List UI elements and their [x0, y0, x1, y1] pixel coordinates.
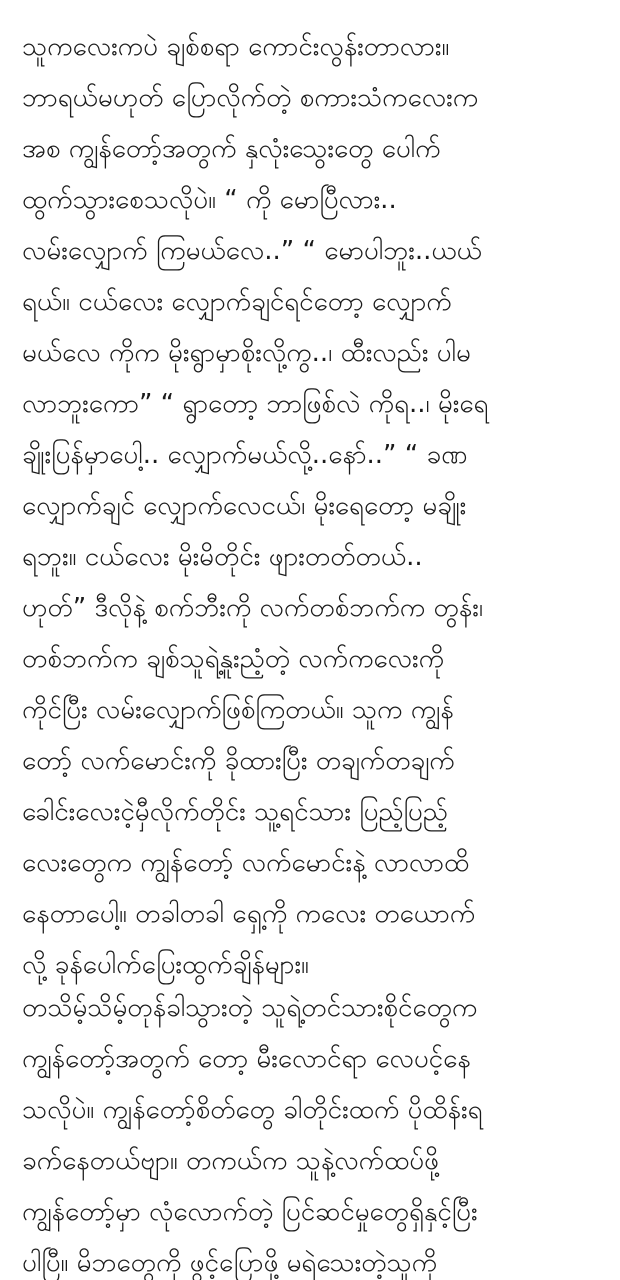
text-line: တသိမ့်သိမ့်တုန်ခါသွားတဲ့ သူရဲ့တင်သားစိုင်တွေက — [22, 993, 478, 1023]
text-line: လို့ ခုန်ပေါက်ပြေးထွက်ချိန်များ။ — [22, 950, 309, 980]
text-line: သလိုပဲ။ ကျွန်တော့်စိတ်တွေ ခါတိုင်းထက် ပိုထိန်းရ — [22, 1095, 483, 1125]
text-line: ချိုးပြန်မှာပေါ့.. လျှောက်မယ်လို့..နော်..” “ ခဏ — [22, 440, 468, 470]
text-line: ရယ်။ ငယ်လေး လျှောက်ချင်ရင်တော့ လျှောက် — [22, 287, 452, 317]
text-line: ပါပြီ။ မိဘတွေကို ဖွင့်ပြောဖို့ မရဲသေးတဲ့သူကို — [22, 1248, 438, 1278]
text-line: ဘာရယ်မဟုတ် ပြောလိုက်တဲ့ စကားသံကလေးက — [22, 83, 479, 113]
text-line: ကျွန်တော့်မှာ လုံလောက်တဲ့ ပြင်ဆင်မှုတွေရှိနှင့်ပြီး — [22, 1197, 478, 1227]
text-line: တစ်ဘက်က ချစ်သူရဲ့နူးညံ့တဲ့ လက်ကလေးကို — [22, 644, 445, 674]
text-line: လာဘူးကော” “ ရွာတော့ ဘာဖြစ်လဲ ကိုရ..၊ မိုးရေ — [22, 389, 489, 419]
text-line: ဟုတ်” ဒီလိုနဲ့ စက်ဘီးကို လက်တစ်ဘက်က တွန်း၊ — [22, 593, 483, 623]
paragraph-2 — [22, 983, 612, 1280]
text-line: လျှောက်ချင် လျှောက်လေငယ်၊ မိုးရေတော့ မချိုး — [22, 491, 467, 521]
text-line: မယ်လေ ကိုက မိုးရွာမှာစိုးလို့ကွ..၊ ထီးလည်း ပါမ — [22, 338, 471, 368]
text-line: သူကလေးကပဲ ချစ်စရာ ကောင်းလွန်းတာလား။ — [22, 32, 450, 62]
text-line: လမ်းလျှောက် ကြမယ်လေ..” “ မောပါဘူး..ယယ် — [22, 236, 482, 266]
text-line: အစ ကျွန်တော့်အတွက် နှလုံးသွေးတွေ ပေါက် — [22, 134, 441, 164]
text-line: ကိုင်ပြီး လမ်းလျှောက်ဖြစ်ကြတယ်။ သူက ကျွန် — [22, 695, 454, 725]
text-line: ကျွန်တော့်အတွက် တော့ မီးလောင်ရာ လေပင့်နေ — [22, 1044, 471, 1074]
text-line: လေးတွေက ကျွန်တော့် လက်မောင်းနဲ့ လာလာထိ — [22, 848, 470, 878]
text-line: နေတာပေါ့။ တခါတခါ ရှေ့ကို ကလေး တယောက် — [22, 899, 476, 929]
text-line: ခေါင်းလေးငဲ့မှီလိုက်တိုင်း သူ့ရင်သား ပြည့်ပြည့် — [22, 797, 448, 827]
text-line: ထွက်သွားစေသလိုပဲ။ “ ကို မောပြီလား.. — [22, 185, 397, 215]
text-line: ခက်နေတယ်ဗျာ။ တကယ်က သူနဲ့လက်ထပ်ဖို့ — [22, 1146, 439, 1176]
paragraph-1 — [22, 22, 612, 991]
text-line: ရဘူး။ ငယ်လေး မိုးမိတိုင်း ဖျားတတ်တယ်.. — [22, 542, 423, 572]
text-line: တော့် လက်မောင်းကို ခိုထားပြီး တချက်တချက် — [22, 746, 455, 776]
